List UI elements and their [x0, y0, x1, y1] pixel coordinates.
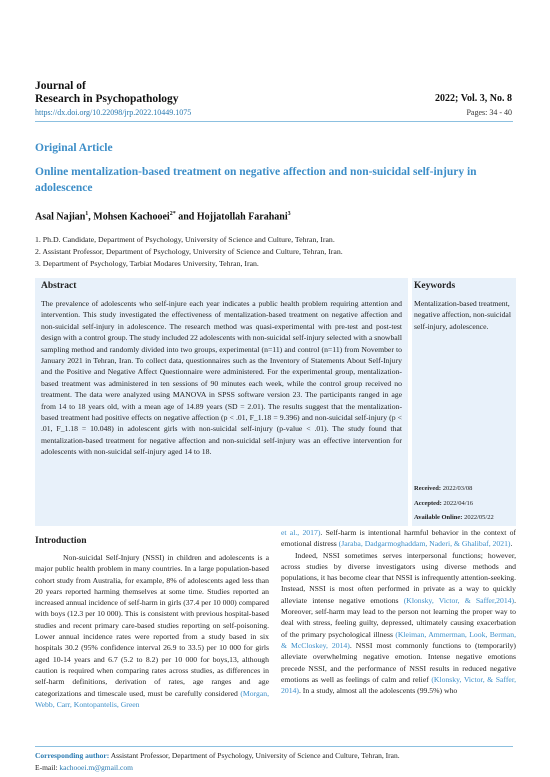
citation-link[interactable]: (Klonsky, Victor, & Saffer,2014): [403, 595, 515, 605]
doi-link[interactable]: https://dx.doi.org/10.22098/jrp.2022.10449.1075: [35, 108, 192, 117]
article-type: Original Article: [35, 142, 113, 154]
article-dates: [414, 482, 516, 526]
keywords-text: Mentalization-based treatment, negative affection, non-suicidal self-injury, adolescence.: [414, 299, 511, 331]
accepted-label: Accepted:: [414, 499, 442, 507]
citation-link[interactable]: (Morgan, Webb, Carr, Kontopantelis, Green: [35, 688, 269, 709]
online-label: Available Online:: [414, 514, 463, 521]
email-label: E-mail:: [35, 762, 60, 772]
corr-text: Assistant Professor, Department of Psychology, University of Science and Culture, Tehran, Iran.: [109, 751, 400, 760]
body-column-right: [281, 527, 516, 696]
article-title: Online mentalization-based treatment on negative affection and non-suicidal self-injury in adolescence: [35, 166, 477, 194]
header-divider: [35, 121, 513, 122]
affiliation-item: 2. Assistant Professor, Department of Psychology, University of Science and Culture, Tehran, Iran.: [35, 247, 343, 256]
paragraph-text: Non-suicidal Self-Injury (NSSI) in children and adolescents is a major public health problem in many countries. In a large population-based cohort study from Australia, for example, 8% of adolescents aged less than 20 years reported harming themselves at some time. Studies reported an increased annual incidence of self-harm in girls (37.4 per 10 000) compared with boys (12.3 per 10 000). This is consistent with previous hospital-based studies and recent primary care-based studies reporting on self-poisoning. Lower annual incidence rates were reported from a study based in six hospitals 30.2 (95% confidence interval 26.9 to 33.5) per 10 000 for girls aged 10-14 years and 6.7 (5.2 to 8.2) per 10 000 for boys,13, although caution is required when comparing rates across studies, as differences in self-harm definitions, derivation of rates, age ranges and age categorizations and timescale used, must be carefully considered: [35, 553, 269, 698]
affiliations: [35, 234, 515, 270]
page-range: Pages: 34 - 40: [466, 108, 512, 117]
email-link[interactable]: kachooei.m@gmail.com: [59, 762, 133, 772]
affiliation-item: 1. Ph.D. Candidate, Department of Psychology, University of Science and Culture, Tehran, Iran.: [35, 235, 335, 244]
intro-paragraph: [281, 550, 516, 697]
received-value: 2022/03/08: [442, 485, 473, 492]
abstract-heading: Abstract: [41, 281, 77, 291]
author-name: Hojjatollah Farahani: [196, 211, 288, 223]
received-date: [414, 482, 516, 497]
journal-name-line2: Research in Psychopathology: [35, 93, 179, 105]
affiliation-item: 3. Department of Psychology, Tarbiat Modares University, Tehran, Iran.: [35, 259, 259, 268]
online-date: [414, 511, 516, 526]
abstract-text: The prevalence of adolescents who self-injure each year indicates a public health problem requiring attention and intervention. This study investigated the effectiveness of mentalization-based treatment on negative affection and non-suicidal self-injury in adolescence. The research method was quasi-experimental with pre-test and post-test design with a control group. The study included 22 adolescents with non-suicidal self-injury selected with a snowball sampling method and randomly divided into two groups, experimental (n=11) and control (n=11) from November to January 2021 in Tehran, Iran. To collect data, questionnaires such as the Inventory of Statements About Self-Injury and the Positive and Negative Affect Questionnaire were administered. For the experimental group, mentalization-based treatment was administered in ten sessions of 90 minutes each week, while the control group received no treatment. The data were analyzed using MANOVA in SPSS software version 23. The participants ranged in age from 14 to 18 years old, with a mean age of 14.89 years (SD = 2.01). The results suggest that the mentalization-based treatment had positive effects on negative affection (p < .01, F_1.18 = 9.396) and non-suicidal self-injury (p < .01, F_1.18 = 10.048) in adolescent girls with non-suicidal self-injury (p-value < .01). The study found that mentalization-based treatment for negative affection and non-suicidal self-injury was an effective intervention for adolescents with non-suicidal self-injury aged 14 to 18.: [41, 299, 402, 457]
author-separator: ,: [88, 211, 94, 223]
accepted-value: 2022/04/16: [443, 499, 474, 507]
intro-paragraph-continued: et al., 2017). Self-harm is intentional harmful behavior in the context of emotional distress (Jaraba, Dadgarmoghaddam, Naderi, & Ghalibaf, 2021).: [281, 528, 516, 549]
author-list: [35, 211, 291, 222]
footer-divider: [35, 746, 513, 747]
volume-info: 2022; Vol. 3, No. 8: [435, 93, 512, 104]
author-affil-mark: 2*: [169, 211, 176, 217]
keywords-heading: Keywords: [414, 281, 456, 291]
citation-link[interactable]: (Klonsky, Victor, & Saffer, 2014): [281, 674, 516, 696]
body-column-left: [35, 552, 269, 710]
journal-name: [35, 80, 335, 106]
intro-paragraph: [35, 552, 269, 710]
citation-link[interactable]: et al., 2017): [281, 528, 321, 537]
paragraph-text: . Self-harm is intentional harmful behavior in the context of emotional distress: [281, 528, 516, 549]
author-affil-mark: 3: [287, 211, 291, 217]
corresponding-author-note: [35, 750, 515, 773]
journal-name-line1: Journal of: [35, 80, 86, 92]
online-value: 2022/05/22: [464, 514, 494, 521]
accepted-date: [414, 497, 516, 512]
received-label: Received:: [414, 485, 442, 492]
author-name: Mohsen Kachooei: [93, 211, 170, 223]
introduction-heading: Introduction: [35, 536, 87, 546]
corr-label: Corresponding author:: [35, 751, 110, 760]
citation-link[interactable]: (Kleiman, Ammerman, Look, Berman, & McCloskey, 2014): [281, 629, 516, 650]
citation-link[interactable]: (Jaraba, Dadgarmoghaddam, Naderi, & Ghalibaf, 2021): [338, 539, 511, 549]
author-and: and: [175, 211, 197, 223]
paragraph-text: . Moreover, self-harm may lead to the person not learning the proper way to deal with stress, feeling guilty, depressed, ultimately causing exacerbation of the primary psychological illness: [281, 595, 516, 639]
author-affil-mark: 1: [85, 211, 89, 217]
paragraph-text: . In a study, almost all the adolescents (99.5%) who: [298, 686, 458, 696]
paragraph-text: . NSSI most commonly functions to (temporarily) alleviate overwhelming negative emotion. Intense negative emotions precede NSSI, and the performance of NSSI results in reduced negative emotions as well as feelings of calm and relief: [281, 640, 516, 684]
paragraph-text: Indeed, NSSI sometimes serves interpersonal functions; however, across studies by diverse investigators using diverse methods and populations, it has become clear that NSSI is infrequently attention-seeking. Instead, NSSI is most often performed in private as a way to quickly alleviate intense negative emotions: [281, 550, 516, 605]
author-name: Asal Najian: [35, 211, 86, 223]
